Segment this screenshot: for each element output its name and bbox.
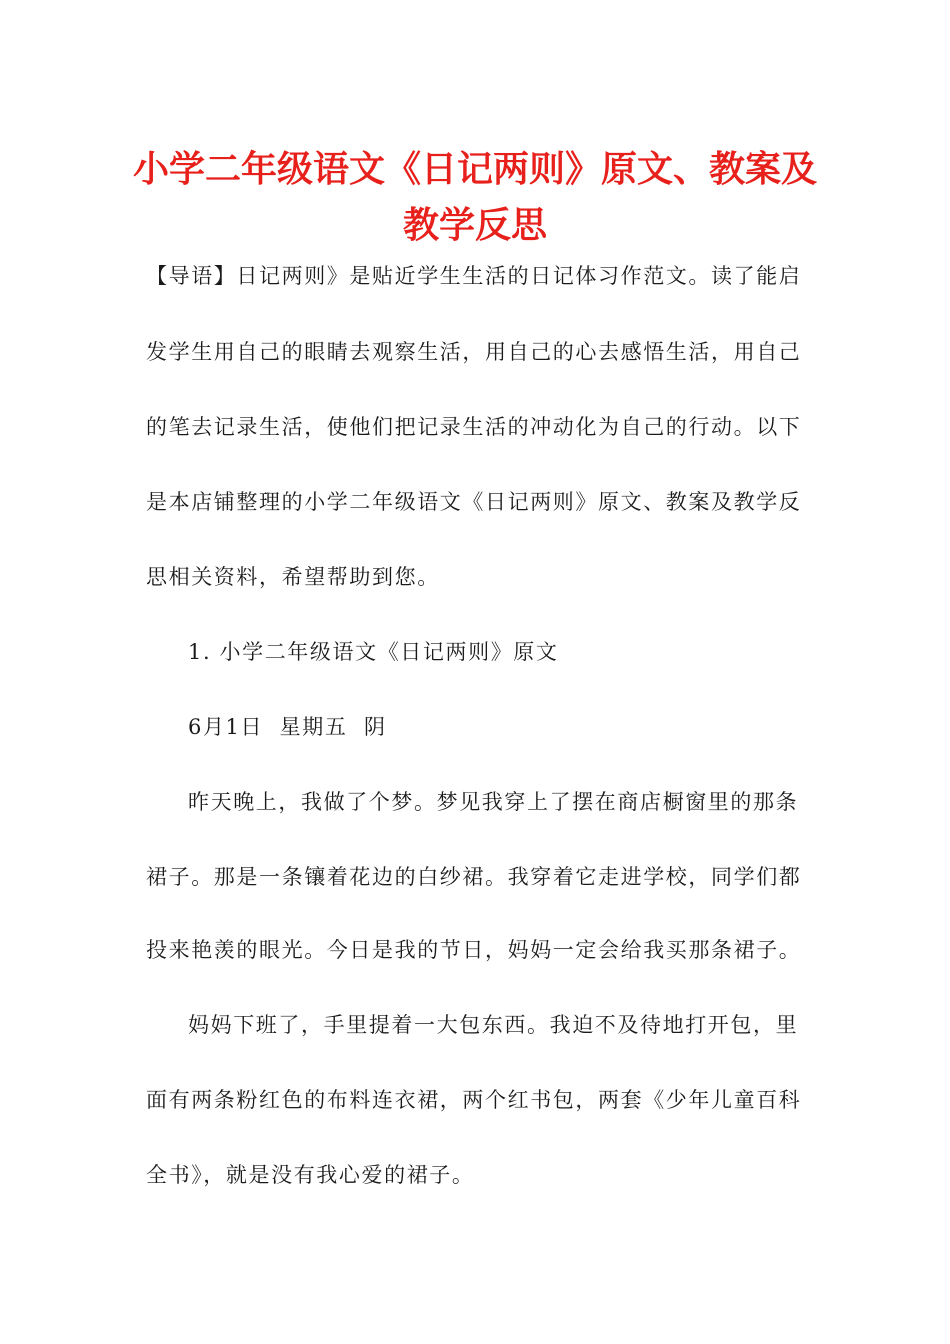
section-heading: 1. 小学二年级语文《日记两则》原文 bbox=[188, 640, 559, 664]
paragraph-line: 裙子。那是一条镶着花边的白纱裙。我穿着它走进学校，同学们都 bbox=[146, 865, 802, 889]
paragraph-line: 投来艳羡的眼光。今日是我的节日，妈妈一定会给我买那条裙子。 bbox=[146, 938, 802, 962]
intro-line: 发学生用自己的眼睛去观察生活，用自己的心去感悟生活，用自己 bbox=[146, 340, 802, 364]
paragraph-line: 昨天晚上，我做了个梦。梦见我穿上了摆在商店橱窗里的那条 bbox=[188, 790, 799, 814]
paragraph-line: 全书》，就是没有我心爱的裙子。 bbox=[146, 1163, 475, 1187]
date-line: 6月1日 星期五 阴 bbox=[188, 715, 387, 739]
document-title bbox=[120, 142, 830, 254]
title-line: 小学二年级语文《日记两则》原文、教案及 bbox=[132, 149, 817, 190]
intro-line: 思相关资料，希望帮助到您。 bbox=[146, 565, 440, 589]
paragraph-line: 面有两条粉红色的布料连衣裙，两个红书包，两套《少年儿童百科 bbox=[146, 1088, 802, 1112]
title-line: 教学反思 bbox=[402, 205, 547, 246]
intro-line: 是本店铺整理的小学二年级语文《日记两则》原文、教案及教学反 bbox=[146, 490, 802, 514]
intro-line: 【导语】日记两则》是贴近学生生活的日记体习作范文。读了能启 bbox=[146, 264, 802, 288]
paragraph-line: 妈妈下班了，手里提着一大包东西。我迫不及待地打开包，里 bbox=[188, 1013, 799, 1037]
intro-line: 的笔去记录生活，使他们把记录生活的冲动化为自己的行动。以下 bbox=[146, 415, 802, 439]
